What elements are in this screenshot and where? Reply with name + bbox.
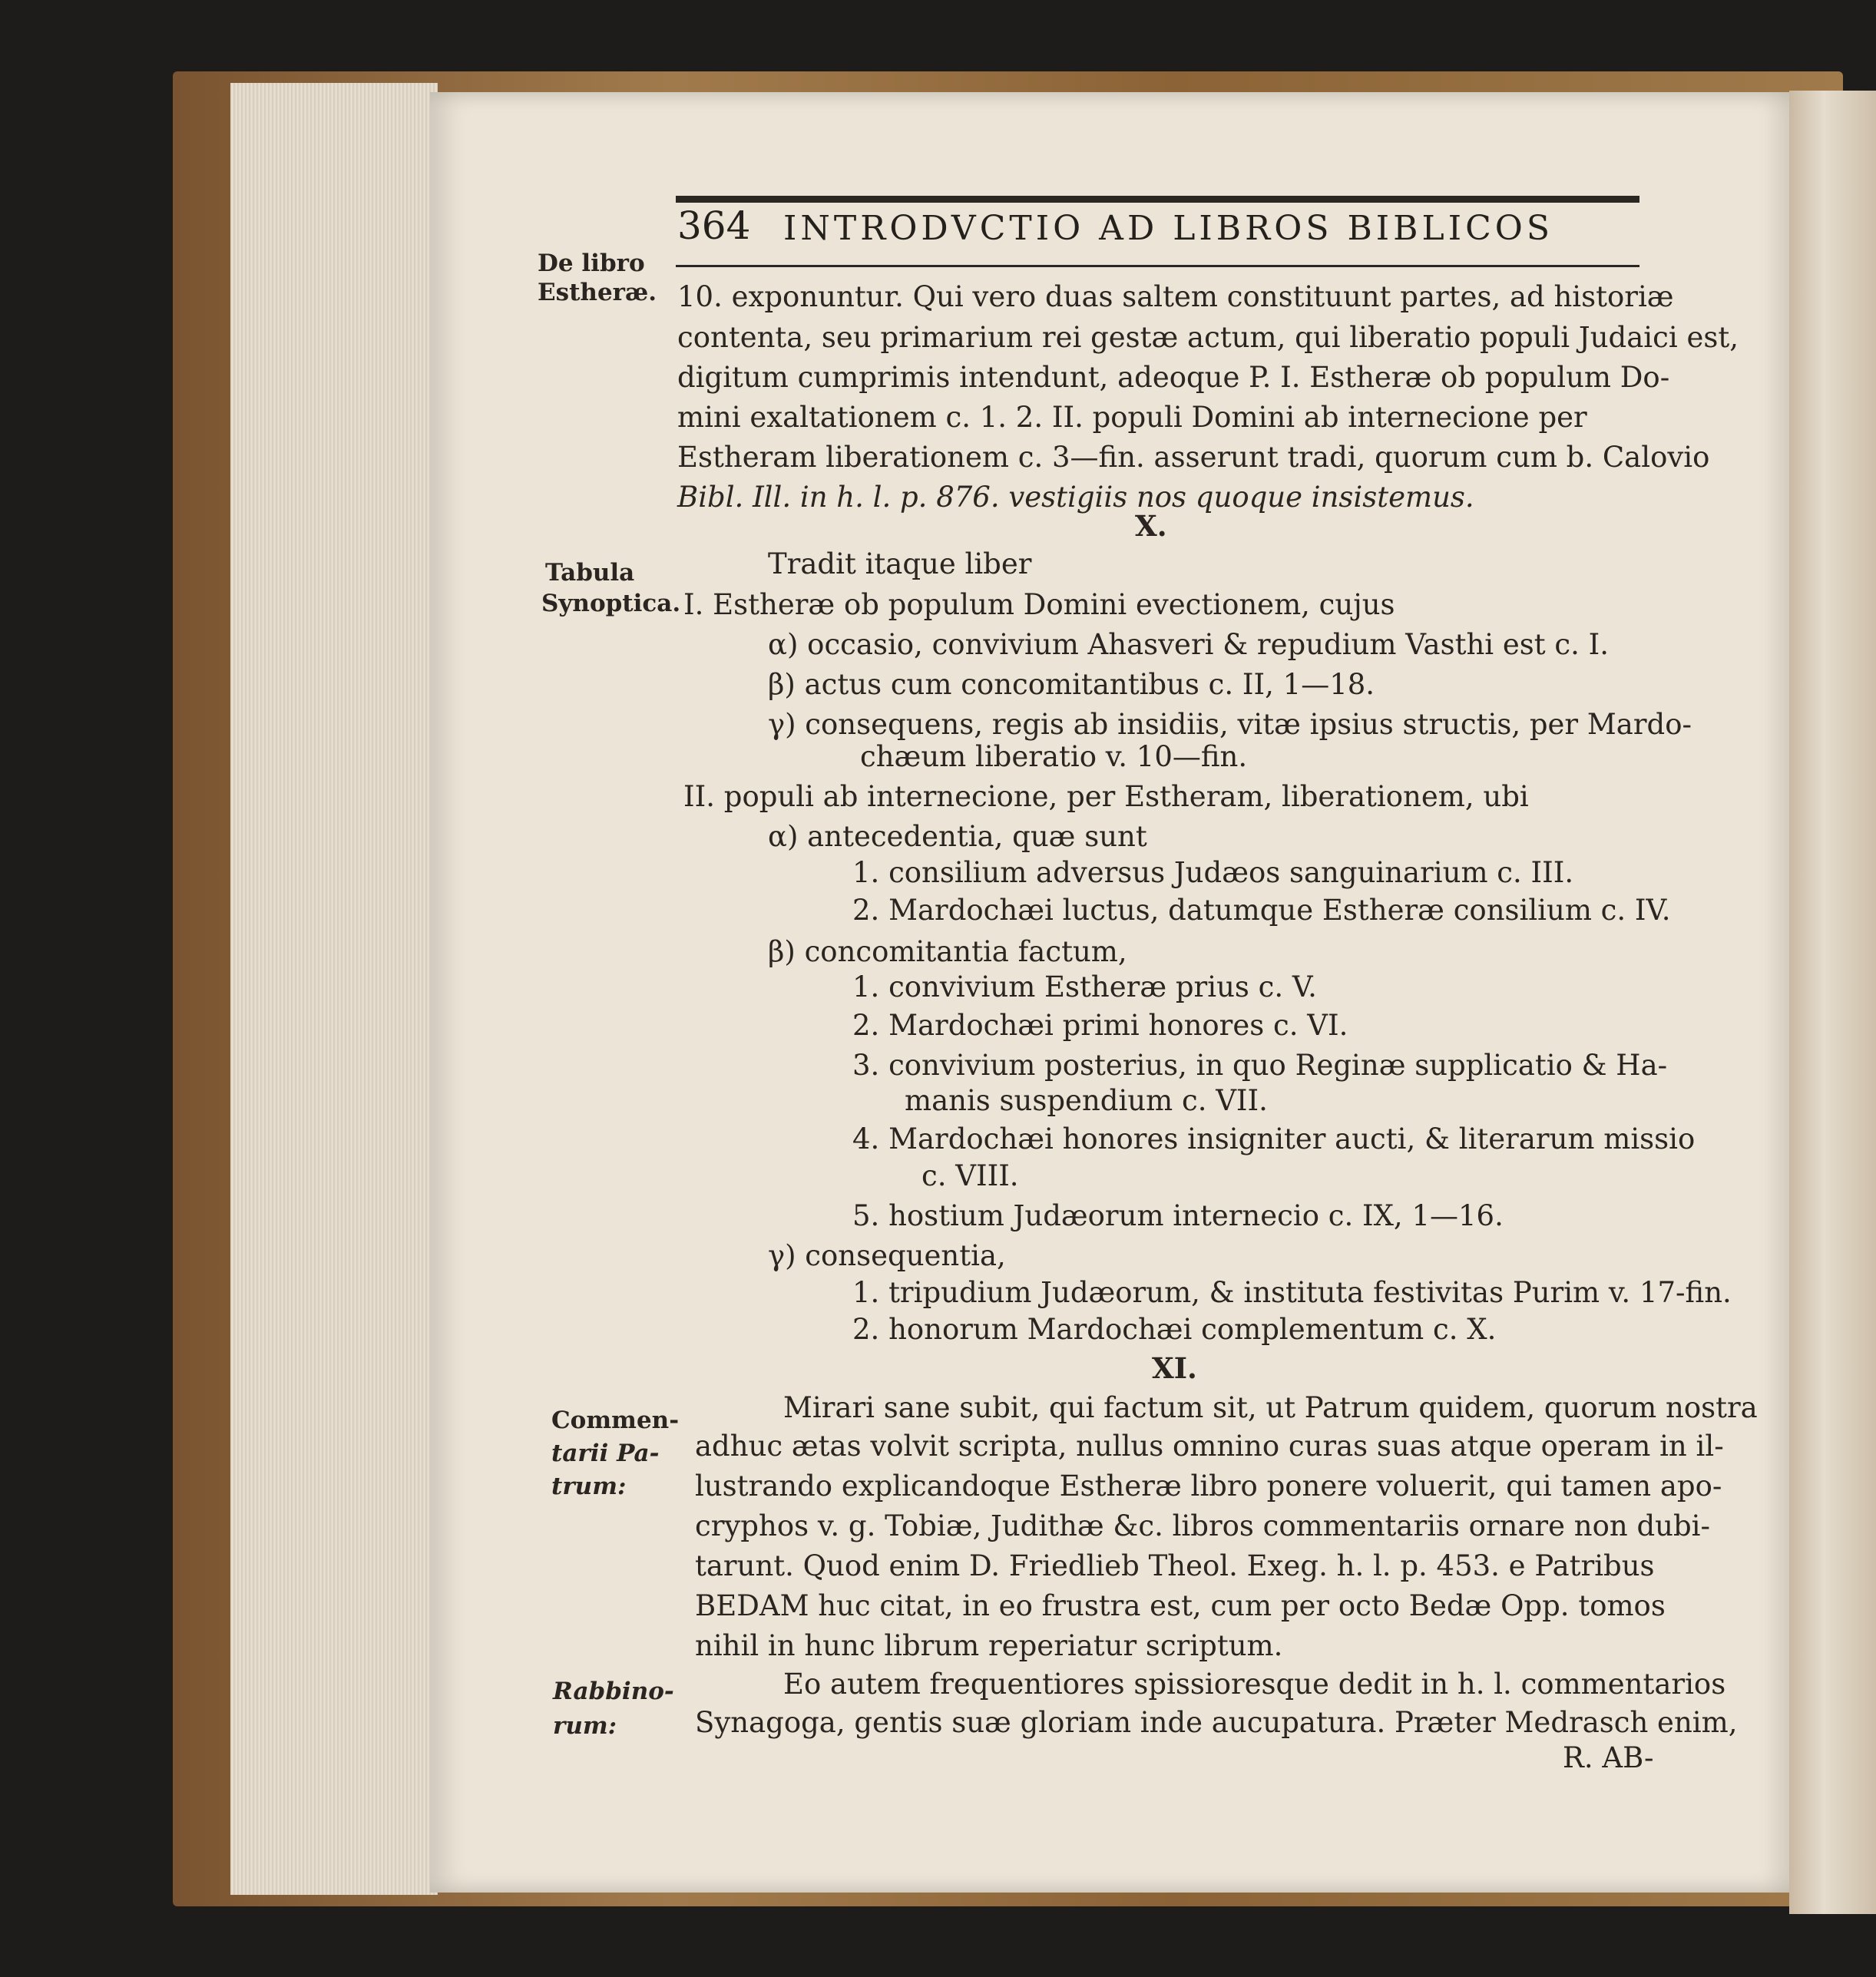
margin-note-trum: trum:	[551, 1473, 627, 1500]
margin-note-rum: rum:	[553, 1712, 617, 1740]
page-number: 364	[677, 203, 751, 248]
outline-item: II. populi ab internecione, per Estheram, liberationem, ubi	[683, 780, 1529, 813]
text-line: Bibl. Ill. in h. l. p. 876. vestigiis nos quoque insistemus.	[677, 481, 1474, 514]
outline-item: α) occasio, convivium Ahasveri & repudium Vasthi est c. I.	[768, 628, 1610, 661]
outline-item: 1. consilium adversus Judæos sanguinarium c. III.	[852, 856, 1574, 889]
text-line: 10. exponuntur. Qui vero duas saltem constituunt partes, ad historiæ	[677, 280, 1674, 313]
outline-item: 4. Mardochæi honores insigniter aucti, & literarum missio	[852, 1122, 1696, 1155]
outline-item: I. Estheræ ob populum Domini evectionem, cujus	[683, 588, 1395, 621]
facing-page-edge	[1789, 91, 1876, 1914]
text-line: adhuc ætas volvit scripta, nullus omnino curas suas atque operam in il-	[695, 1430, 1724, 1463]
margin-note-tabula: Tabula	[545, 559, 635, 587]
text-line: nihil in hunc librum reperiatur scriptum.	[695, 1629, 1283, 1662]
text-line: tarunt. Quod enim D. Friedlieb Theol. Exeg. h. l. p. 453. e Patribus	[695, 1549, 1655, 1582]
text-line: digitum cumprimis intendunt, adeoque P. I. Estheræ ob populum Do-	[677, 361, 1670, 394]
outline-item: α) antecedentia, quæ sunt	[768, 820, 1147, 853]
outline-item: γ) consequentia,	[768, 1239, 1006, 1272]
outline-item: c. VIII.	[921, 1159, 1019, 1192]
outline-item: chæum liberatio v. 10—fin.	[860, 740, 1248, 773]
outline-item: 3. convivium posterius, in quo Reginæ supplicatio & Ha-	[852, 1049, 1668, 1082]
text-line: Mirari sane subit, qui factum sit, ut Patrum quidem, quorum nostra	[783, 1391, 1758, 1424]
page-edges	[230, 83, 438, 1895]
outline-item: 1. convivium Estheræ prius c. V.	[852, 970, 1317, 1003]
section-number-x: X.	[1135, 509, 1167, 543]
running-title: INTRODVCTIO AD LIBROS BIBLICOS	[783, 209, 1553, 248]
margin-note-synoptica: Synoptica.	[541, 590, 681, 617]
catchword: R. AB-	[1563, 1741, 1654, 1774]
header-rule	[676, 196, 1639, 203]
margin-note-commentarii: Commen-	[551, 1407, 680, 1434]
outline-item: β) concomitantia factum,	[768, 935, 1127, 968]
outline-item: manis suspendium c. VII.	[905, 1084, 1268, 1117]
text-line: BEDAM huc citat, in eo frustra est, cum per octo Bedæ Opp. tomos	[695, 1589, 1666, 1622]
text-line: mini exaltationem c. 1. 2. II. populi Domini ab internecione per	[677, 401, 1587, 434]
text-line: Tradit itaque liber	[768, 547, 1032, 580]
margin-note-rabbino: Rabbino-	[553, 1678, 674, 1705]
outline-item: β) actus cum concomitantibus c. II, 1—18.	[768, 668, 1375, 701]
outline-item: 1. tripudium Judæorum, & instituta festivitas Purim v. 17-fin.	[852, 1276, 1732, 1309]
text-line: cryphos v. g. Tobiæ, Judithæ &c. libros commentariis ornare non dubi-	[695, 1509, 1711, 1542]
outline-item: 2. Mardochæi luctus, datumque Estheræ consilium c. IV.	[852, 894, 1671, 927]
outline-item: 2. Mardochæi primi honores c. VI.	[852, 1009, 1348, 1042]
section-number-xi: XI.	[1152, 1351, 1197, 1385]
margin-note-tarii-patrum: tarii Pa-	[551, 1440, 660, 1467]
outline-item: 5. hostium Judæorum internecio c. IX, 1—16.	[852, 1199, 1504, 1232]
margin-note-de-libro: De libro	[538, 250, 645, 277]
text-line: Synagoga, gentis suæ gloriam inde aucupatura. Præter Medrasch enim,	[695, 1706, 1738, 1739]
text-line: Estheram liberationem c. 3—fin. asserunt tradi, quorum cum b. Calovio	[677, 441, 1710, 474]
outline-item: γ) consequens, regis ab insidiis, vitæ ipsius structis, per Mardo-	[768, 708, 1692, 741]
outline-item: 2. honorum Mardochæi complementum c. X.	[852, 1313, 1497, 1346]
text-line: lustrando explicandoque Estheræ libro ponere voluerit, qui tamen apo-	[695, 1470, 1722, 1503]
header-underline	[676, 265, 1639, 267]
margin-note-estherae: Estheræ.	[538, 279, 657, 306]
text-line: Eo autem frequentiores spissioresque dedit in h. l. commentarios	[783, 1668, 1726, 1701]
text-line: contenta, seu primarium rei gestæ actum, qui liberatio populi Judaici est,	[677, 321, 1739, 354]
